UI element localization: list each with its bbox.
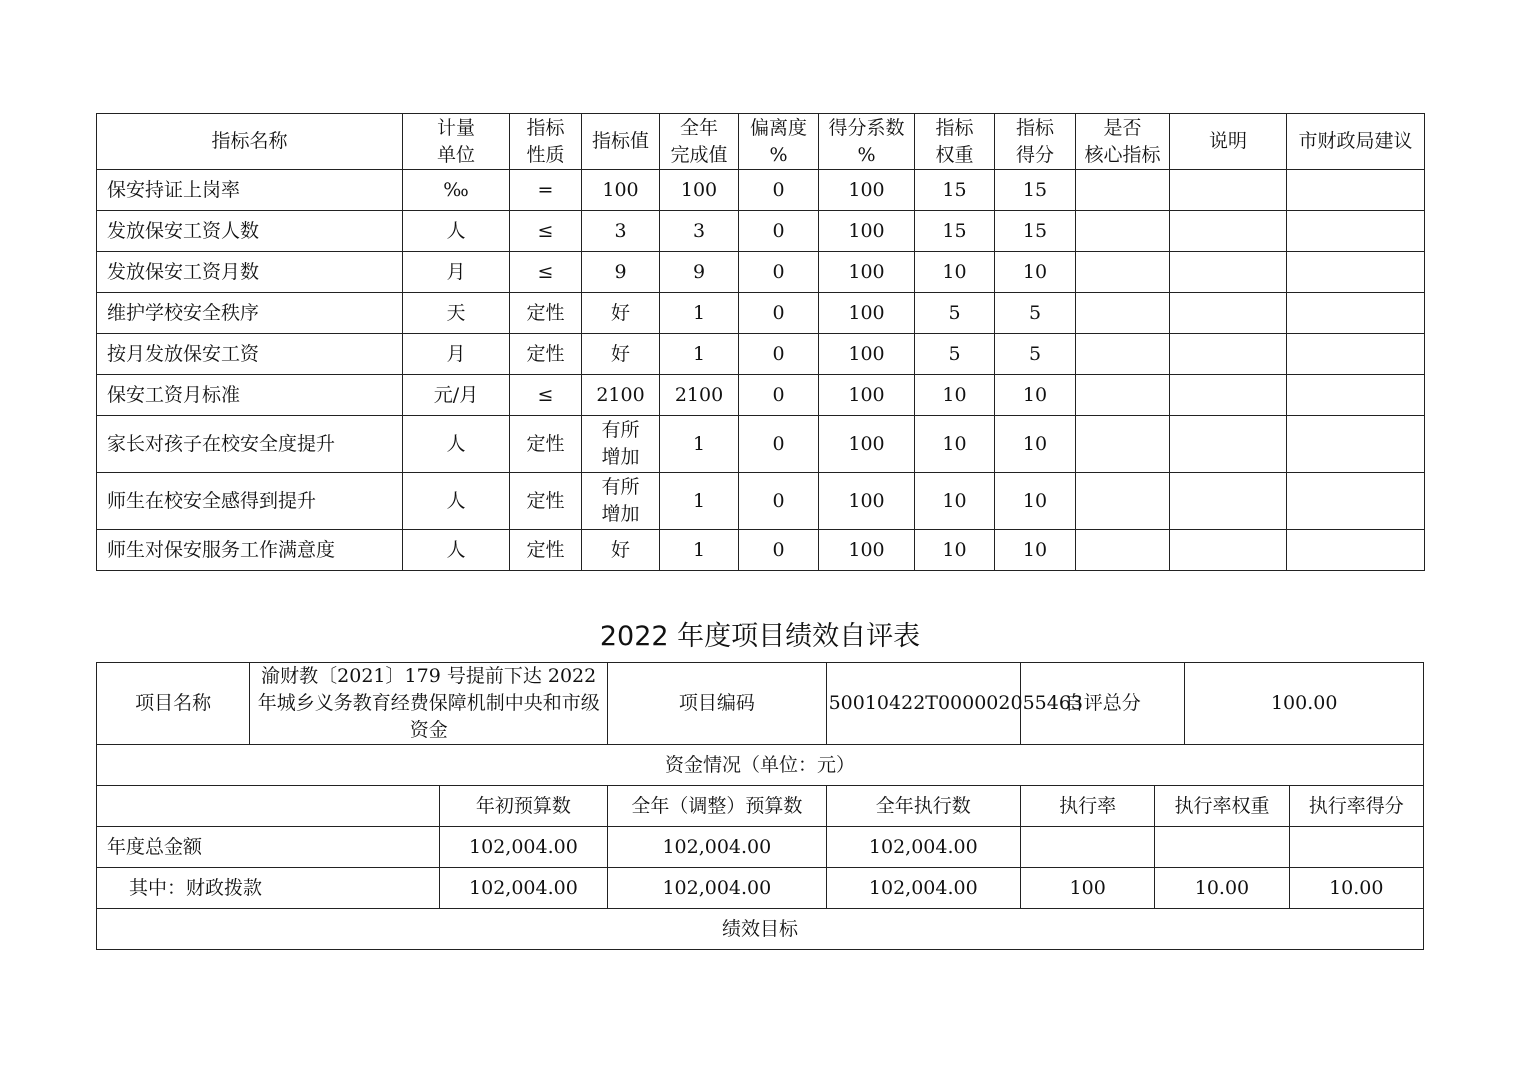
indicator-row: [97, 375, 1425, 416]
column-header: 指标 性质: [510, 114, 582, 170]
indicator-name: 师生在校安全感得到提升: [97, 473, 403, 530]
table-cell: [1287, 416, 1425, 473]
table-cell: 天: [403, 293, 510, 334]
table-cell: 9: [660, 252, 739, 293]
table-cell: 100: [819, 252, 915, 293]
table-cell: 1: [660, 334, 739, 375]
table-cell: 10: [915, 252, 995, 293]
table-cell: [1289, 827, 1423, 868]
indicator-name: 维护学校安全秩序: [97, 293, 403, 334]
table-cell: 人: [403, 530, 510, 571]
table-cell: 5: [995, 334, 1076, 375]
table-cell: 10: [915, 473, 995, 530]
goals-row: [97, 909, 1424, 950]
table-cell: 定性: [510, 530, 582, 571]
table-cell: 15: [915, 170, 995, 211]
table-cell: [1076, 211, 1170, 252]
table-cell: 0: [739, 293, 819, 334]
table-cell: 0: [739, 170, 819, 211]
table-cell: 15: [915, 211, 995, 252]
project-eval-table: [96, 662, 1424, 950]
funds-section-row: [97, 745, 1424, 786]
table-cell: 10.00: [1289, 868, 1423, 909]
table-cell: 100: [819, 293, 915, 334]
project-code-value: 50010422T000002055463: [826, 663, 1020, 745]
column-header: 执行率权重: [1155, 786, 1289, 827]
table-cell: [1076, 416, 1170, 473]
table-cell: [1155, 827, 1289, 868]
indicator-name: 发放保安工资人数: [97, 211, 403, 252]
table-cell: 定性: [510, 334, 582, 375]
column-header: 年初预算数: [439, 786, 607, 827]
table-cell: [1287, 375, 1425, 416]
table-cell: 102,004.00: [439, 868, 607, 909]
table-cell: 3: [582, 211, 660, 252]
table-cell: =: [510, 170, 582, 211]
self-score-label: 自评总分: [1021, 663, 1185, 745]
table-cell: 1: [660, 293, 739, 334]
table-cell: 定性: [510, 293, 582, 334]
column-header: 得分系数 %: [819, 114, 915, 170]
indicator-row: [97, 170, 1425, 211]
indicator-row: [97, 530, 1425, 571]
indicator-row: [97, 416, 1425, 473]
table-cell: [1076, 375, 1170, 416]
column-header: 指标 得分: [995, 114, 1076, 170]
table-cell: 人: [403, 473, 510, 530]
indicator-row: [97, 334, 1425, 375]
table-cell: 5: [995, 293, 1076, 334]
project-code-label: 项目编码: [608, 663, 826, 745]
funds-header-row: [97, 786, 1424, 827]
table-cell: 10: [915, 530, 995, 571]
column-header: 指标值: [582, 114, 660, 170]
indicator-name: 家长对孩子在校安全度提升: [97, 416, 403, 473]
table-cell: 好: [582, 293, 660, 334]
indicator-table: [96, 113, 1425, 571]
table-cell: [1076, 170, 1170, 211]
table-cell: 5: [915, 334, 995, 375]
table-cell: ≤: [510, 252, 582, 293]
table-cell: 3: [660, 211, 739, 252]
table-cell: [1287, 211, 1425, 252]
column-header: 全年（调整）预算数: [608, 786, 826, 827]
indicator-row: [97, 293, 1425, 334]
table-cell: [1021, 827, 1155, 868]
table-cell: 100: [819, 170, 915, 211]
project-name-label: 项目名称: [97, 663, 250, 745]
column-header: 指标 权重: [915, 114, 995, 170]
table-cell: 102,004.00: [826, 868, 1020, 909]
table-cell: [1170, 473, 1287, 530]
table-cell: [1170, 416, 1287, 473]
table-cell: [1170, 293, 1287, 334]
column-header: 指标名称: [97, 114, 403, 170]
table-cell: 100: [819, 211, 915, 252]
table-cell: 10: [995, 252, 1076, 293]
table-cell: 10: [995, 530, 1076, 571]
column-header: 全年执行数: [826, 786, 1020, 827]
table-cell: 102,004.00: [826, 827, 1020, 868]
table-cell: [1076, 293, 1170, 334]
column-header: 偏离度 %: [739, 114, 819, 170]
table-cell: 100: [1021, 868, 1155, 909]
table-cell: 0: [739, 375, 819, 416]
table-cell: 有所 增加: [582, 473, 660, 530]
table-cell: 100: [582, 170, 660, 211]
table-cell: 0: [739, 530, 819, 571]
table-cell: 10: [995, 473, 1076, 530]
indicator-row: [97, 473, 1425, 530]
table-cell: ≤: [510, 375, 582, 416]
indicator-row: [97, 252, 1425, 293]
table-cell: 月: [403, 334, 510, 375]
table-cell: 5: [915, 293, 995, 334]
table-cell: [1170, 375, 1287, 416]
indicator-name: 保安工资月标准: [97, 375, 403, 416]
table-cell: 0: [739, 252, 819, 293]
funds-row-label: 其中：财政拨款: [97, 868, 440, 909]
table-cell: 100: [660, 170, 739, 211]
table-cell: 100: [819, 416, 915, 473]
table-cell: [1076, 252, 1170, 293]
goals-label: 绩效目标: [97, 909, 1424, 950]
table-cell: 有所 增加: [582, 416, 660, 473]
table-cell: 0: [739, 211, 819, 252]
funds-section-label: 资金情况（单位：元）: [97, 745, 1424, 786]
indicator-name: 发放保安工资月数: [97, 252, 403, 293]
table-cell: 0: [739, 334, 819, 375]
table-cell: [1287, 473, 1425, 530]
table-cell: 9: [582, 252, 660, 293]
table-cell: [1287, 334, 1425, 375]
table-cell: 10: [915, 416, 995, 473]
column-header: 执行率: [1021, 786, 1155, 827]
indicator-name: 保安持证上岗率: [97, 170, 403, 211]
table-cell: 15: [995, 211, 1076, 252]
column-header: 是否 核心指标: [1076, 114, 1170, 170]
table-cell: 102,004.00: [608, 827, 826, 868]
indicator-header-row: [97, 114, 1425, 170]
column-header: 计量 单位: [403, 114, 510, 170]
table-cell: 100: [819, 530, 915, 571]
table-cell: ‰: [403, 170, 510, 211]
table-cell: [1076, 530, 1170, 571]
table-cell: 2100: [660, 375, 739, 416]
indicator-name: 师生对保安服务工作满意度: [97, 530, 403, 571]
table-cell: 15: [995, 170, 1076, 211]
table-cell: 定性: [510, 416, 582, 473]
table-cell: ≤: [510, 211, 582, 252]
table-cell: 10: [995, 375, 1076, 416]
table-cell: [1076, 334, 1170, 375]
table-cell: [1170, 170, 1287, 211]
table-cell: 10.00: [1155, 868, 1289, 909]
table-cell: 人: [403, 416, 510, 473]
indicator-name: 按月发放保安工资: [97, 334, 403, 375]
table-cell: 2100: [582, 375, 660, 416]
indicator-row: [97, 211, 1425, 252]
table-cell: 好: [582, 334, 660, 375]
table-cell: [1170, 334, 1287, 375]
table-cell: 10: [995, 416, 1076, 473]
table-cell: 100: [819, 334, 915, 375]
table-cell: 100: [819, 375, 915, 416]
table-cell: 100: [819, 473, 915, 530]
column-header: [97, 786, 440, 827]
table-cell: 定性: [510, 473, 582, 530]
table-cell: [1170, 252, 1287, 293]
table-cell: 好: [582, 530, 660, 571]
funds-row: [97, 868, 1424, 909]
table-cell: 1: [660, 416, 739, 473]
table-cell: 1: [660, 473, 739, 530]
self-score-value: 100.00: [1185, 663, 1424, 745]
column-header: 全年 完成值: [660, 114, 739, 170]
project-row: [97, 663, 1424, 745]
eval-table-title: 2022 年度项目绩效自评表: [599, 621, 921, 652]
table-cell: 102,004.00: [608, 868, 826, 909]
table-cell: [1287, 293, 1425, 334]
table-cell: 月: [403, 252, 510, 293]
table-cell: [1170, 530, 1287, 571]
table-cell: [1287, 530, 1425, 571]
table-cell: [1287, 170, 1425, 211]
table-cell: [1076, 473, 1170, 530]
column-header: 执行率得分: [1289, 786, 1423, 827]
column-header: 说明: [1170, 114, 1287, 170]
project-name-value: 渝财教〔2021〕179 号提前下达 2022 年城乡义务教育经费保障机制中央和市级资金: [250, 663, 608, 745]
table-cell: [1287, 252, 1425, 293]
table-cell: 元/月: [403, 375, 510, 416]
table-cell: 0: [739, 416, 819, 473]
table-cell: [1170, 211, 1287, 252]
table-cell: 人: [403, 211, 510, 252]
table-cell: 102,004.00: [439, 827, 607, 868]
table-cell: 1: [660, 530, 739, 571]
table-cell: 0: [739, 473, 819, 530]
funds-row: [97, 827, 1424, 868]
funds-row-label: 年度总金额: [97, 827, 440, 868]
column-header: 市财政局建议: [1287, 114, 1425, 170]
table-cell: 10: [915, 375, 995, 416]
